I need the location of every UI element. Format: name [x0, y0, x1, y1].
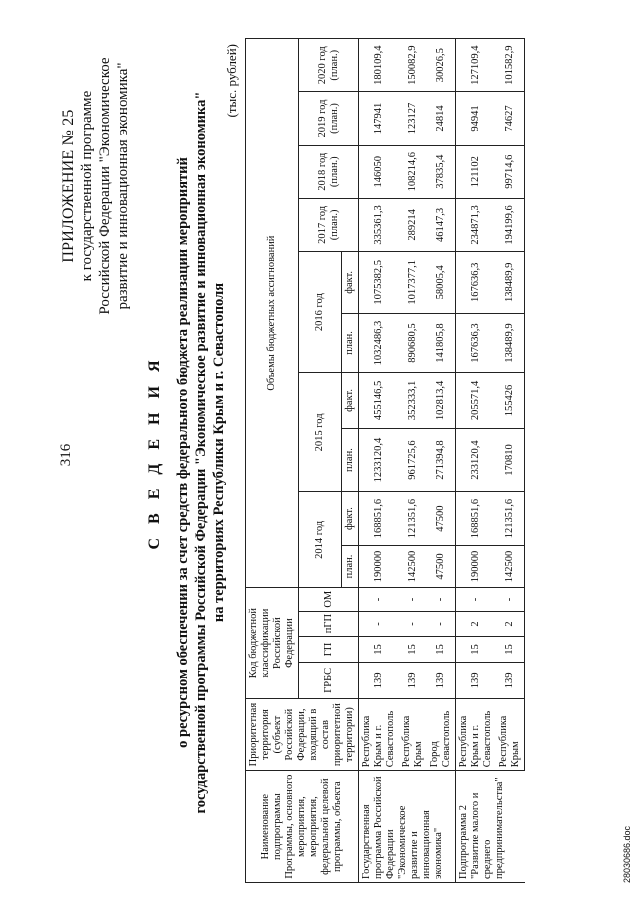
- fact-2014-cell: 121351,6: [496, 492, 525, 545]
- value-2017-cell: 234871,3: [456, 198, 497, 251]
- fact-2016-cell: 138489,9: [496, 252, 525, 314]
- table-row: [456, 39, 497, 883]
- header-year-2019: 2019 год (план.): [299, 92, 359, 145]
- pgp-cell: 2: [456, 611, 497, 637]
- fact-2014-cell: 121351,6: [399, 492, 427, 545]
- territory-cell: Город Севастополь: [427, 698, 456, 770]
- appendix-block: [60, 46, 132, 326]
- value-2020-cell: 150082,9: [399, 39, 427, 92]
- gp-cell: 15: [359, 637, 400, 663]
- plan-2014-cell: 47500: [427, 545, 456, 588]
- om-cell: -: [399, 588, 427, 611]
- plan-2016-cell: 141805,8: [427, 313, 456, 373]
- header-grbs: ГРБС: [299, 662, 359, 698]
- pgp-cell: -: [427, 611, 456, 637]
- value-2017-cell: 194199,6: [496, 198, 525, 251]
- om-cell: -: [359, 588, 400, 611]
- fact-2015-cell: 155426: [496, 373, 525, 428]
- header-plan: план.: [342, 428, 359, 492]
- header-name: Наименование подпрограммы Программы, основного мероприятия, мероприятия, федеральной целевой программы, объекта: [246, 771, 359, 883]
- table-row: [359, 39, 400, 883]
- grbs-cell: 139: [456, 662, 497, 698]
- table-row: [399, 39, 427, 883]
- plan-2016-cell: 890680,5: [399, 313, 427, 373]
- fact-2014-cell: 47500: [427, 492, 456, 545]
- document-subtitle-line: на территориях Республики Крым и г. Севастополя: [211, 282, 227, 623]
- table-row: [496, 39, 525, 883]
- gp-cell: 15: [496, 637, 525, 663]
- grbs-cell: 139: [427, 662, 456, 698]
- program-name: Подпрограмма 2 "Развитие малого и среднего предпринимательства": [456, 771, 525, 883]
- plan-2014-cell: 190000: [359, 545, 400, 588]
- value-2018-cell: 37835,4: [427, 145, 456, 198]
- value-2017-cell: 46147,3: [427, 198, 456, 251]
- document-title: С В Е Д Е Н И Я: [146, 355, 163, 550]
- header-om: ОМ: [299, 588, 359, 611]
- territory-cell: Республика Крым и г. Севастополь: [456, 698, 497, 770]
- header-year-2016: 2016 год: [299, 252, 342, 373]
- grbs-cell: 139: [496, 662, 525, 698]
- header-pgp: пГП: [299, 611, 359, 637]
- territory-cell: Республика Крым: [496, 698, 525, 770]
- plan-2016-cell: 1032486,3: [359, 313, 400, 373]
- value-2020-cell: 127109,4: [456, 39, 497, 92]
- pgp-cell: 2: [496, 611, 525, 637]
- header-year-2015: 2015 год: [299, 373, 342, 492]
- resource-table: [245, 38, 525, 883]
- header-year-2014: 2014 год: [299, 492, 342, 588]
- fact-2014-cell: 168851,6: [456, 492, 497, 545]
- table-row: [427, 39, 456, 883]
- pgp-cell: -: [399, 611, 427, 637]
- plan-2015-cell: 1233120,4: [359, 428, 400, 492]
- om-cell: -: [456, 588, 497, 611]
- header-year-2017: 2017 год (план.): [299, 198, 359, 251]
- fact-2014-cell: 168851,6: [359, 492, 400, 545]
- header-fact: факт.: [342, 492, 359, 545]
- footer-file-code: 28030686.doc: [622, 825, 632, 883]
- value-2018-cell: 121102: [456, 145, 497, 198]
- om-cell: -: [496, 588, 525, 611]
- value-2019-cell: 123127: [399, 92, 427, 145]
- value-2019-cell: 94941: [456, 92, 497, 145]
- page-number: 316: [58, 443, 74, 467]
- plan-2015-cell: 271394,8: [427, 428, 456, 492]
- program-name: Государственная программа Российской Федерации "Экономическое развитие и инновационная экономика": [359, 771, 456, 883]
- value-2019-cell: 74627: [496, 92, 525, 145]
- gp-cell: 15: [427, 637, 456, 663]
- header-year-2020: 2020 год (план.): [299, 39, 359, 92]
- fact-2015-cell: 352333,1: [399, 373, 427, 428]
- fact-2015-cell: 205571,4: [456, 373, 497, 428]
- value-2020-cell: 30026,5: [427, 39, 456, 92]
- header-volumes-group: Объемы бюджетных ассигнований: [246, 39, 299, 588]
- title-block: [146, 40, 228, 865]
- gp-cell: 15: [456, 637, 497, 663]
- appendix-line: развитие и инновационная экономика": [115, 62, 131, 310]
- value-2019-cell: 24814: [427, 92, 456, 145]
- appendix-line: к государственной программе: [79, 90, 95, 282]
- plan-2016-cell: 167636,3: [456, 313, 497, 373]
- plan-2015-cell: 170810: [496, 428, 525, 492]
- plan-2015-cell: 961725,6: [399, 428, 427, 492]
- grbs-cell: 139: [399, 662, 427, 698]
- document-subtitle-line: государственной программы Российской Федерации "Экономическое развитие и инновационная экономика": [193, 91, 209, 814]
- territory-cell: Республика Крым и г. Севастополь: [359, 698, 400, 770]
- plan-2014-cell: 190000: [456, 545, 497, 588]
- header-year-2018: 2018 год (план.): [299, 145, 359, 198]
- gp-cell: 15: [399, 637, 427, 663]
- plan-2014-cell: 142500: [399, 545, 427, 588]
- fact-2016-cell: 1017377,1: [399, 252, 427, 314]
- value-2018-cell: 99714,6: [496, 145, 525, 198]
- value-2018-cell: 146050: [359, 145, 400, 198]
- fact-2016-cell: 58005,4: [427, 252, 456, 314]
- value-2020-cell: 180109,4: [359, 39, 400, 92]
- plan-2014-cell: 142500: [496, 545, 525, 588]
- plan-2016-cell: 138489,9: [496, 313, 525, 373]
- document-subtitle-line: о ресурсном обеспечении за счет средств федерального бюджета реализации мероприятий: [175, 157, 191, 748]
- value-2019-cell: 147941: [359, 92, 400, 145]
- om-cell: -: [427, 588, 456, 611]
- header-code-group: Код бюджетной классификации Российской Федерации: [246, 588, 299, 699]
- unit-label: (тыс. рублей): [224, 44, 239, 118]
- appendix-line: Российской Федерации "Экономическое: [97, 57, 113, 315]
- fact-2016-cell: 1075382,5: [359, 252, 400, 314]
- pgp-cell: -: [359, 611, 400, 637]
- header-fact: факт.: [342, 252, 359, 314]
- value-2017-cell: 335361,3: [359, 198, 400, 251]
- header-territory: Приоритетная территория (субъект Российской Федерации, входящий в состав приоритетной территории): [246, 698, 359, 770]
- fact-2015-cell: 102813,4: [427, 373, 456, 428]
- header-plan: план.: [342, 545, 359, 588]
- fact-2016-cell: 167636,3: [456, 252, 497, 314]
- appendix-title: ПРИЛОЖЕНИЕ № 25: [60, 109, 77, 263]
- plan-2015-cell: 233120,4: [456, 428, 497, 492]
- header-plan: план.: [342, 313, 359, 373]
- territory-cell: Республика Крым: [399, 698, 427, 770]
- value-2018-cell: 108214,6: [399, 145, 427, 198]
- header-gp: ГП: [299, 637, 359, 663]
- grbs-cell: 139: [359, 662, 400, 698]
- value-2017-cell: 289214: [399, 198, 427, 251]
- header-fact: факт.: [342, 373, 359, 428]
- fact-2015-cell: 455146,5: [359, 373, 400, 428]
- value-2020-cell: 101582,9: [496, 39, 525, 92]
